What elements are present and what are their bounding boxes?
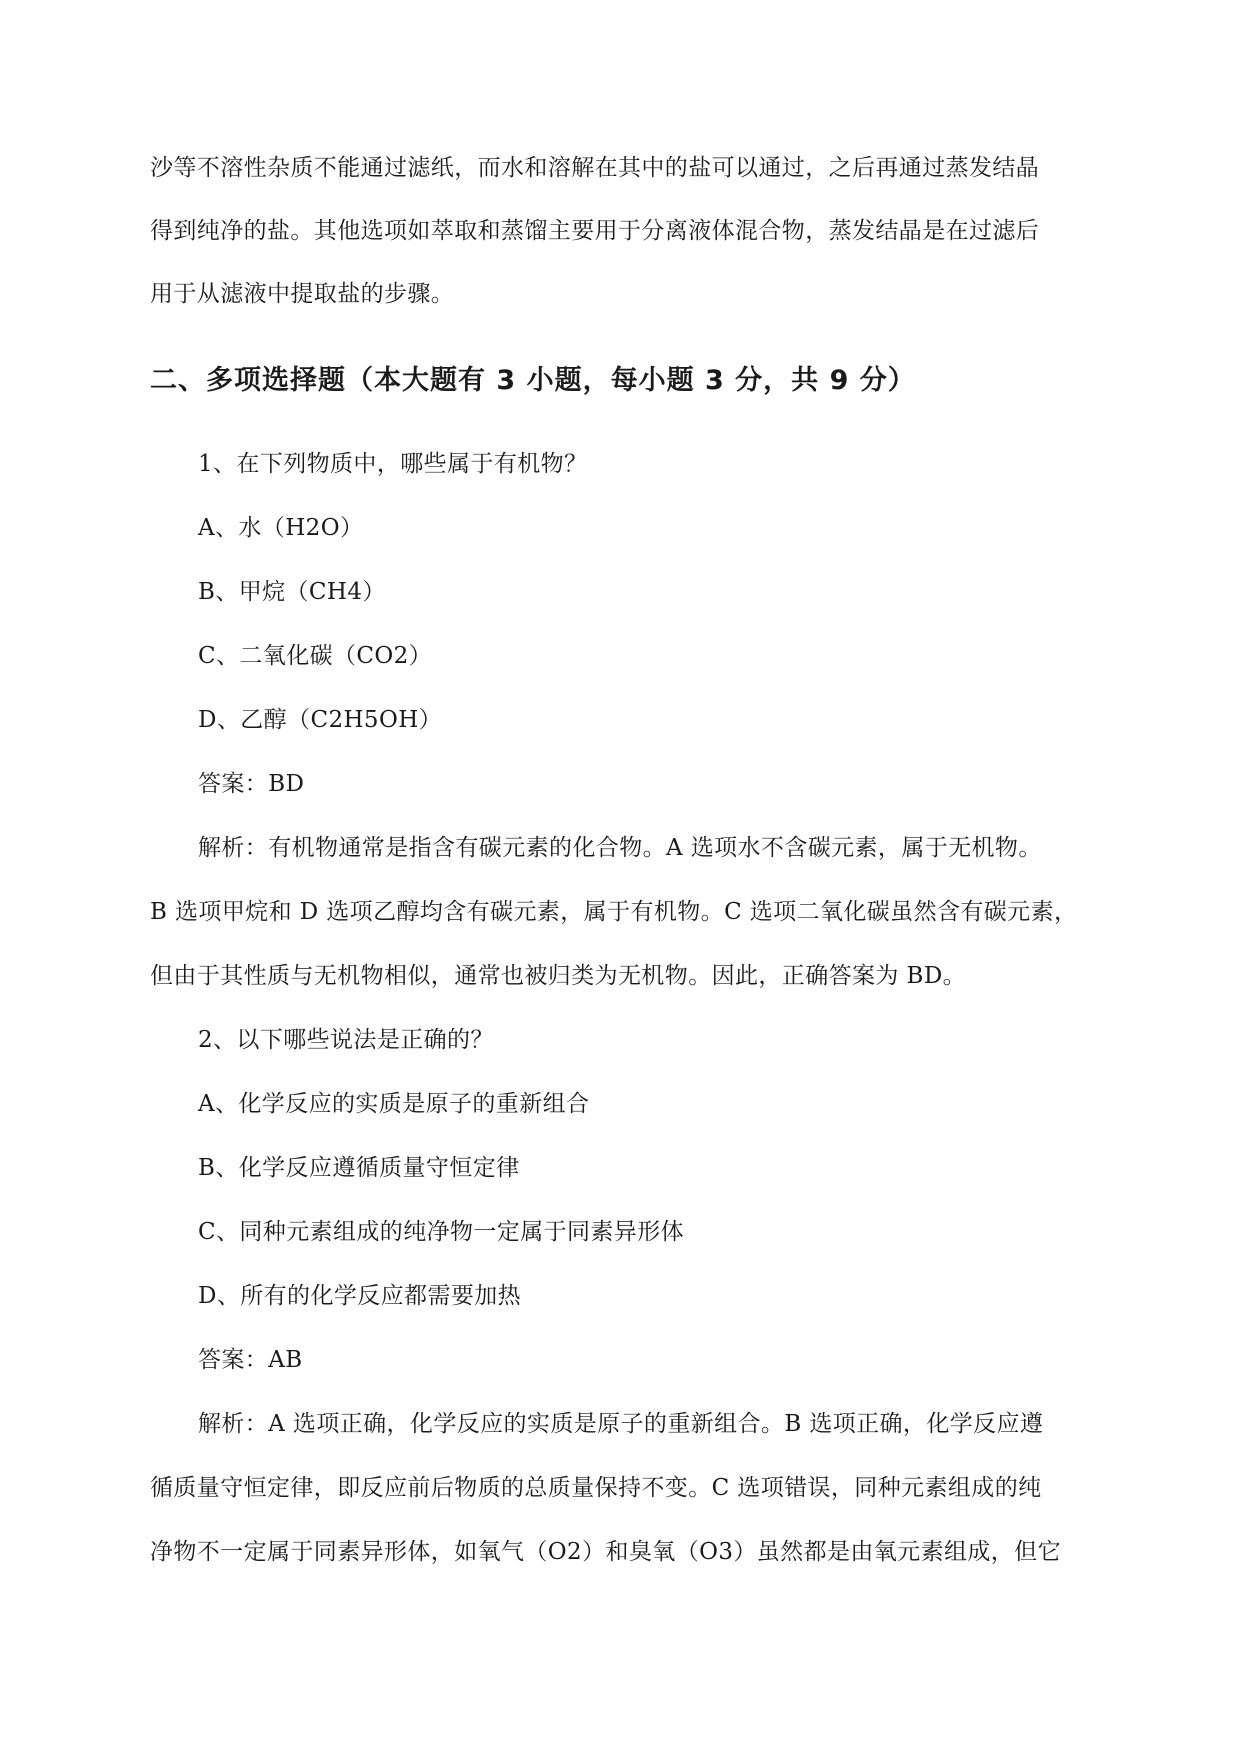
q2-analysis-line-3: 净物不一定属于同素异形体，如氧气（O2）和臭氧（O3）虽然都是由氧元素组成，但它 bbox=[150, 1539, 1061, 1565]
prev-analysis-line-1: 沙等不溶性杂质不能通过滤纸，而水和溶解在其中的盐可以通过，之后再通过蒸发结晶 bbox=[150, 155, 1040, 181]
q1-option-d: D、乙醇（C2H5OH） bbox=[198, 707, 443, 733]
q2-option-d: D、所有的化学反应都需要加热 bbox=[198, 1283, 522, 1309]
q1-option-c: C、二氧化碳（CO2） bbox=[198, 643, 433, 669]
q1-analysis-line-3: 但由于其性质与无机物相似，通常也被归类为无机物。因此，正确答案为 BD。 bbox=[150, 963, 967, 989]
prev-analysis-line-2: 得到纯净的盐。其他选项如萃取和蒸馏主要用于分离液体混合物，蒸发结晶是在过滤后 bbox=[150, 218, 1040, 244]
q2-question: 2、以下哪些说法是正确的？ bbox=[198, 1027, 494, 1053]
q2-option-b: B、化学反应遵循质量守恒定律 bbox=[198, 1155, 520, 1181]
q2-analysis-line-2: 循质量守恒定律，即反应前后物质的总质量保持不变。C 选项错误，同种元素组成的纯 bbox=[150, 1475, 1042, 1501]
q2-answer: 答案：AB bbox=[198, 1347, 303, 1373]
q2-option-c: C、同种元素组成的纯净物一定属于同素异形体 bbox=[198, 1219, 684, 1245]
q1-answer: 答案：BD bbox=[198, 771, 305, 797]
prev-analysis-line-3: 用于从滤液中提取盐的步骤。 bbox=[150, 281, 455, 307]
q1-analysis-line-2: B 选项甲烷和 D 选项乙醇均含有碳元素，属于有机物。C 选项二氧化碳虽然含有碳元素， bbox=[150, 899, 1078, 925]
q1-option-a: A、水（H2O） bbox=[198, 515, 364, 541]
q2-analysis-line-1: 解析：A 选项正确，化学反应的实质是原子的重新组合。B 选项正确，化学反应遵 bbox=[198, 1411, 1044, 1437]
section-heading: 二、多项选择题（本大题有 3 小题，每小题 3 分，共 9 分） bbox=[150, 365, 916, 396]
q1-question: 1、在下列物质中，哪些属于有机物？ bbox=[198, 451, 588, 477]
q1-option-b: B、甲烷（CH4） bbox=[198, 579, 386, 605]
q1-analysis-line-1: 解析：有机物通常是指含有碳元素的化合物。A 选项水不含碳元素，属于无机物。 bbox=[198, 835, 1042, 861]
q2-option-a: A、化学反应的实质是原子的重新组合 bbox=[198, 1091, 590, 1117]
